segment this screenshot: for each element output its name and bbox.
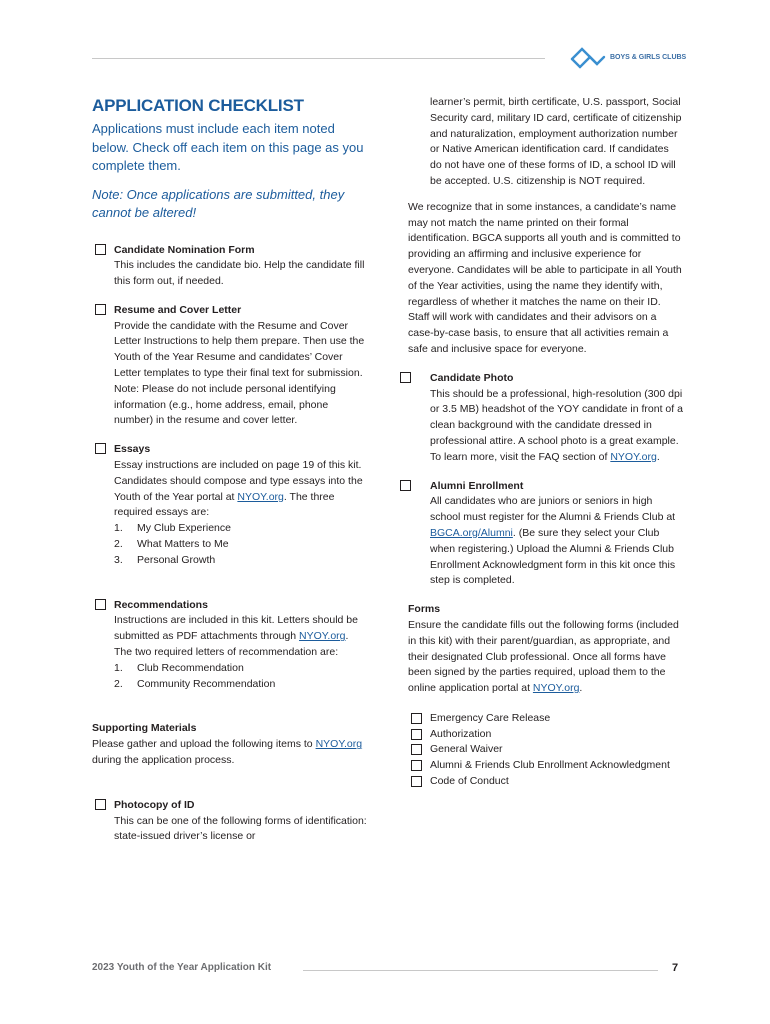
supporting-heading: Supporting Materials: [92, 722, 197, 735]
forms-item: [408, 758, 683, 774]
supporting-text-end: during the application process.: [92, 754, 235, 767]
checkbox[interactable]: [95, 799, 106, 810]
item-title: Essays: [114, 443, 151, 456]
bgc-logo-icon: [569, 45, 607, 75]
nyoy-link[interactable]: NYOY.org: [610, 450, 657, 463]
supporting-text: Please gather and upload the following items to: [92, 738, 316, 751]
essays-text: Essay instructions are included on page 19 of this kit. Candidates should compose and type essays into the Youth of the Year portal at: [114, 459, 363, 503]
list-number: 1.: [114, 522, 123, 535]
page-number: 7: [672, 962, 679, 974]
bgc-logo: [569, 45, 687, 77]
forms-checklist: [408, 711, 683, 790]
list-text: Community Recommendation: [137, 677, 276, 690]
footer-title: 2023 Youth of the Year Application Kit: [92, 962, 272, 973]
header-rule: [92, 58, 545, 59]
item-title: Resume and Cover Letter: [114, 303, 242, 316]
essays-text-end: . The three required essays are:: [114, 490, 335, 519]
left-column: [92, 95, 367, 845]
item-body: [430, 387, 683, 466]
item-body: Provide the candidate with the Resume and Cover Letter Instructions to help them prepare. Then use the Youth of the Year Resume and candidates’ Cover Letter templates to type their final text for submission. Note: Please do not include personal identifying information (e.g., home address, email, phone number) in the resume and cover letter.: [114, 319, 365, 427]
list-number: 2.: [114, 677, 123, 690]
item-body: [430, 494, 683, 589]
forms-item: [408, 742, 683, 758]
forms-item: [408, 727, 683, 743]
list-number: 3.: [114, 553, 123, 566]
nyoy-link[interactable]: NYOY.org: [237, 490, 284, 503]
footer-rule: [303, 970, 658, 971]
checklist-item-essays: [92, 442, 367, 568]
forms-item-label: General Waiver: [430, 743, 503, 756]
item-title: Recommendations: [114, 598, 208, 611]
checkbox[interactable]: [95, 599, 106, 610]
checkbox[interactable]: [400, 480, 411, 491]
checkbox[interactable]: [411, 729, 422, 740]
supporting-body: [92, 738, 362, 766]
checkbox[interactable]: [95, 443, 106, 454]
list-text: What Matters to Me: [137, 538, 229, 551]
item-title: Candidate Photo: [430, 371, 514, 384]
item-title: Alumni Enrollment: [430, 479, 524, 492]
list-text: My Club Experience: [137, 522, 231, 535]
forms-heading: Forms: [408, 603, 441, 616]
checkbox[interactable]: [411, 776, 422, 787]
forms-item: [408, 711, 683, 727]
forms-item-label: Alumni & Friends Club Enrollment Acknowledgment: [430, 759, 670, 772]
item-body: This can be one of the following forms of identification: state-issued driver’s license or: [114, 814, 367, 843]
list-item: [114, 537, 367, 553]
checklist-item-alumni: [402, 479, 683, 590]
logo-wordmark: BOYS & GIRLS CLUBS: [610, 54, 687, 61]
recommendations-text: Instructions are included in this kit. Letters should be submitted as PDF attachments through: [114, 614, 358, 643]
item-body: This includes the candidate bio. Help the candidate fill this form out, if needed.: [114, 259, 365, 288]
checklist-item-resume: [92, 303, 367, 429]
alumni-link[interactable]: BGCA.org/Alumni: [430, 526, 513, 539]
intro-text: Applications must include each item noted below. Check off each item on this page as you complete them.: [92, 121, 364, 173]
item-body: learner’s permit, birth certificate, U.S. passport, Social Security card, military ID card, certificate of citizenship and naturalization, employment authorization number or Native American identification card. If candidates do not have one of these forms of ID, a school ID will be accepted. U.S. citizenship is NOT required.: [430, 96, 682, 187]
forms-body: [408, 619, 679, 694]
forms-item: [408, 774, 683, 790]
item-body: [114, 613, 367, 660]
checklist-item-nomination: [92, 243, 367, 290]
photo-text-end: .: [656, 450, 660, 463]
page-title: APPLICATION CHECKLIST: [92, 96, 304, 115]
recommendations-text-end: . The two required letters of recommendation are:: [114, 630, 349, 659]
list-item: [114, 553, 367, 569]
item-body: [114, 458, 367, 521]
list-text: Personal Growth: [137, 553, 216, 566]
forms-item-label: Authorization: [430, 727, 492, 740]
supporting-materials: [92, 721, 367, 768]
nyoy-link[interactable]: NYOY.org: [532, 682, 580, 695]
checklist-item-photocopy-id: [92, 798, 367, 845]
nyoy-link[interactable]: NYOY.org: [315, 738, 363, 751]
alumni-text-end: . (Be sure they select your Club when registering.) Upload the Alumni & Friends Club Enrollment Acknowledgment form in this kit once this step is completed.: [430, 526, 676, 587]
checkbox[interactable]: [95, 244, 106, 255]
checkbox[interactable]: [411, 744, 422, 755]
id-continued: [408, 95, 683, 190]
checklist-item-recommendations: [92, 598, 367, 693]
checkbox[interactable]: [411, 760, 422, 771]
list-item: [114, 677, 367, 693]
forms-section: [408, 602, 683, 790]
note-text: Note: Once applications are submitted, they cannot be altered!: [92, 186, 345, 220]
photo-text: This should be a professional, high-resolution (300 dpi or 3.5 MB) headshot of the YOY candidate in front of a clean background with the candidate dressed in professional attire. A school photo is a great example. To learn more, visit the FAQ section of: [430, 387, 683, 463]
item-title: Candidate Nomination Form: [114, 243, 255, 256]
nyoy-link[interactable]: NYOY.org: [299, 630, 346, 643]
right-column: [408, 95, 683, 790]
forms-text-end: .: [579, 682, 583, 695]
recommendations-list: [114, 661, 367, 693]
forms-item-label: Emergency Care Release: [430, 711, 551, 724]
list-number: 2.: [114, 538, 123, 551]
item-title: Photocopy of ID: [114, 798, 195, 811]
list-item: [114, 521, 367, 537]
list-item: [114, 661, 367, 677]
forms-text: Ensure the candidate fills out the following forms (included in this kit) with their parent/guardian, as appropriate, and their designated Club professional. Once all forms have been signed by the parties required, upload them to the online application portal at: [408, 618, 679, 695]
checkbox[interactable]: [411, 713, 422, 724]
list-text: Club Recommendation: [137, 661, 244, 674]
essays-list: [114, 521, 367, 568]
checklist-item-photo: [402, 371, 683, 466]
checkbox[interactable]: [400, 372, 411, 383]
recognize-paragraph: We recognize that in some instances, a candidate’s name may not match the name printed on their formal identification. BGCA supports all youth and is committed to providing an affirming and inclusive experience for everyone. Candidates will be able to participate in all Youth of the Year activities, using the name they identify with, regardless of whether it matches the name on their ID. Staff will work with candidates and their advisors on a case-by-case basis, to ensure that all activities remain a safe and inclusive space for everyone.: [408, 200, 682, 355]
alumni-text: All candidates who are juniors or seniors in high school must register for the Alumni & Friends Club at: [430, 495, 676, 524]
checkbox[interactable]: [95, 304, 106, 315]
forms-item-label: Code of Conduct: [430, 775, 509, 788]
list-number: 1.: [114, 661, 123, 674]
